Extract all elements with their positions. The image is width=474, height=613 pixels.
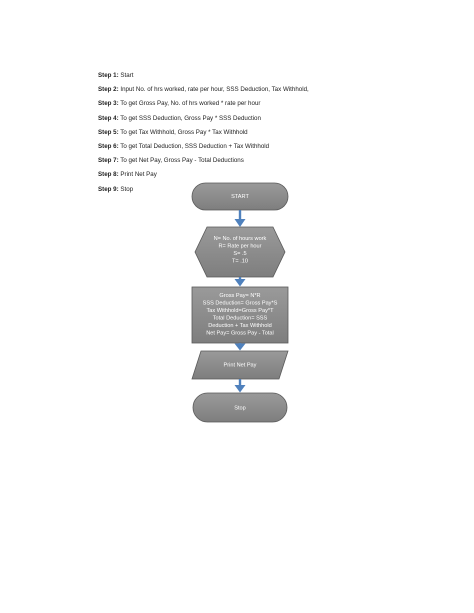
- step-5: Step 5: To get Tax Withhold, Gross Pay * Tax Withhold: [98, 128, 248, 136]
- output-label: Print Net Pay: [223, 362, 257, 369]
- stop-label: Stop: [234, 405, 246, 412]
- step-7: Step 7: To get Net Pay, Gross Pay - Total Deductions: [98, 157, 244, 165]
- input-line-4: T= .10: [231, 258, 249, 265]
- input-line-2: R= Rate per hour: [218, 243, 262, 250]
- process-line-3: Tax Withhold=Gross Pay*T: [206, 308, 274, 314]
- step-4: Step 4: To get SSS Deduction, Gross Pay * SSS Deduction: [98, 114, 261, 122]
- process-line-6: Net Pay= Gross Pay - Total: [206, 330, 274, 337]
- step-2: Step 2: Input No. of hrs worked, rate per hour, SSS Deduction, Tax Withhold,: [98, 86, 309, 94]
- start-terminator: [192, 183, 288, 210]
- process-line-5: Deduction + Tax Withhold: [208, 323, 272, 329]
- step-9: Step 9: Stop: [98, 185, 134, 193]
- process-line-4: Total Deduction= SSS: [212, 315, 268, 322]
- process-box: [192, 287, 288, 343]
- process-line-1: Gross Pay= N*R: [219, 293, 261, 299]
- arrow-input-to-process: [235, 277, 246, 287]
- step-3: Step 3: To get Gross Pay, No. of hrs worked * rate per hour: [98, 100, 261, 108]
- arrow-process-to-output: [235, 343, 246, 351]
- step-1: Step 1: Start: [98, 72, 134, 79]
- stop-terminator: [193, 393, 287, 422]
- process-line-2: SSS Deduction= Gross Pay*S: [202, 300, 278, 307]
- step-6: Step 6: To get Total Deduction, SSS Deduction + Tax Withhold: [98, 143, 270, 151]
- input-line-3: S= .5: [233, 251, 247, 257]
- step-8: Step 8: Print Net Pay: [98, 171, 157, 179]
- input-line-1: N= No. of hours work: [213, 236, 267, 242]
- arrow-start-to-input: [235, 210, 246, 227]
- arrow-output-to-stop: [235, 379, 246, 393]
- start-label: START: [231, 194, 249, 200]
- input-hexagon: [195, 227, 285, 277]
- output-parallelogram: [192, 351, 288, 379]
